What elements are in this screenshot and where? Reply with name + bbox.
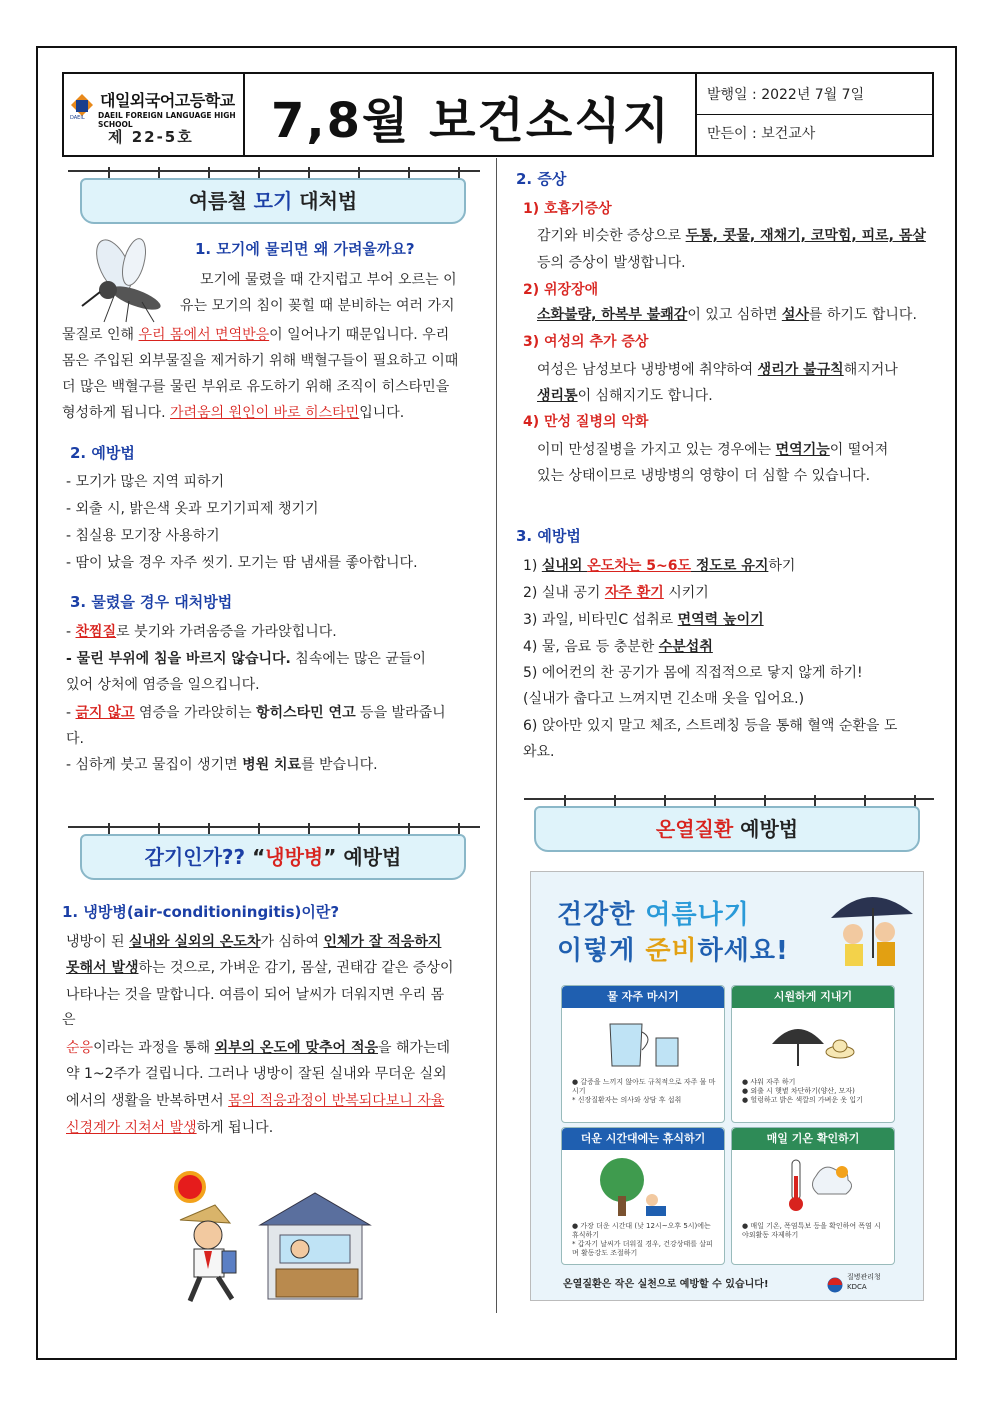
info-cell bbox=[697, 74, 932, 155]
banner-mosquito bbox=[68, 170, 480, 226]
banner-mosquito-pre: 여름철 bbox=[188, 189, 254, 213]
banner-aircon: 감기인가?? “냉방병” 예방법 bbox=[68, 826, 480, 882]
symptom-1-line1: 감기와 비슷한 증상으로 두통, 콧물, 재채기, 코막힘, 피로, 몸살 bbox=[537, 228, 926, 244]
umbrella-icon bbox=[768, 1014, 858, 1070]
prevention-item-3: - 침실용 모기장 사용하기 bbox=[66, 528, 220, 544]
bite-care-3: - 긁지 않고 염증을 가라앉히는 항히스타민 연고 등을 발라줍니 bbox=[66, 705, 446, 721]
mosquito-s1-line1: 모기에 물렸을 때 간지럽고 부어 오르는 이 bbox=[200, 272, 457, 288]
poster-card-temp-title: 매일 기온 확인하기 bbox=[732, 1128, 894, 1150]
banner-aircon-post: 예방법 bbox=[336, 845, 402, 869]
logo-small-text: DAEIL bbox=[70, 115, 85, 120]
symptom-3-title: 3) 여성의 추가 증상 bbox=[523, 334, 649, 350]
banner-heat-post: 예방법 bbox=[733, 817, 799, 841]
prevention-item-4: - 땀이 났을 경우 자주 씻기. 모기는 땀 냄새를 좋아합니다. bbox=[66, 555, 418, 571]
banner-aircon-pre: 감기인가?? bbox=[144, 845, 253, 869]
heat-walker-icon bbox=[180, 1205, 236, 1301]
column-divider bbox=[496, 158, 497, 1313]
issue-number: 제 22-5호 bbox=[108, 128, 194, 146]
author: 만든이 : 보건교사 bbox=[707, 126, 816, 142]
header-table bbox=[62, 72, 934, 157]
poster-title-2: 이렇게 준비하세요! bbox=[557, 936, 789, 966]
bite-care-3b: 다. bbox=[66, 731, 84, 747]
aircon-line4: 은 bbox=[62, 1012, 76, 1028]
mosquito-s1-line3: 물질로 인해 우리 몸에서 면역반응이 일어나기 때문입니다. 우리 bbox=[62, 327, 450, 343]
prevention-1: 1) 실내외 온도차는 5~6도 정도로 유지하기 bbox=[523, 558, 796, 574]
prevention-item-1: - 모기가 많은 지역 피하기 bbox=[66, 474, 225, 490]
prevention-title: 3. 예방법 bbox=[516, 527, 581, 545]
published-date: 발행일 : 2022년 7월 7일 bbox=[707, 87, 865, 103]
symptom-3-line2: 생리통이 심해지기도 합니다. bbox=[537, 388, 713, 404]
banner-mosquito-highlight: 모기 bbox=[253, 189, 293, 213]
poster-card-rest bbox=[561, 1127, 725, 1265]
bite-care-1: - 찬찜질로 붓기와 가려움증을 가라앉힙니다. bbox=[66, 624, 337, 640]
aircon-line5: 순응이라는 과정을 통해 외부의 온도에 맞추어 적응을 해가는데 bbox=[66, 1040, 451, 1056]
aircon-line6: 약 1~2주가 걸립니다. 그러나 냉방이 잘된 실내와 무더운 실외 bbox=[66, 1066, 447, 1082]
aircon-line8: 신경계가 지쳐서 발생하게 됩니다. bbox=[66, 1120, 274, 1136]
bite-care-2b: 있어 상처에 염증을 일으킵니다. bbox=[66, 677, 260, 693]
bite-care-4: - 심하게 붓고 물집이 생기면 병원 치료를 받습니다. bbox=[66, 757, 378, 773]
mosquito-s1-line6: 형성하게 됩니다. 가려움의 원인이 바로 히스타민입니다. bbox=[62, 405, 405, 421]
mosquito-s1-title: 1. 모기에 물리면 왜 가려울까요? bbox=[195, 240, 415, 258]
mosquito-s2-title: 2. 예방법 bbox=[70, 444, 135, 462]
poster-card-water-text: ● 갈증을 느끼지 않아도 규칙적으로 자주 물 마시기 * 신장질환자는 의사와 상담 후 섭취 bbox=[572, 1078, 716, 1104]
poster-card-water bbox=[561, 985, 725, 1123]
school-logo-icon bbox=[69, 92, 95, 120]
symptoms-title: 2. 증상 bbox=[516, 170, 567, 188]
banner-aircon-highlight: 냉방병 bbox=[265, 845, 324, 869]
house-icon bbox=[260, 1193, 370, 1299]
aircon-line3: 나타나는 것을 말합니다. 여름이 되어 날씨가 더워지면 우리 몸 bbox=[66, 987, 445, 1003]
poster-agency-en: KDCA bbox=[847, 1283, 867, 1291]
symptom-1-line2: 등의 증상이 발생합니다. bbox=[537, 255, 686, 271]
poster-footer-text: 온열질환은 작은 실천으로 예방할 수 있습니다! bbox=[563, 1279, 769, 1290]
mosquito-s1-line5: 더 많은 백혈구를 물린 부위로 유도하기 위해 조직이 히스타민을 bbox=[62, 379, 450, 395]
poster-card-rest-text: ● 가장 더운 시간대 (낮 12시~오후 5시)에는 휴식하기 * 갑자기 날씨가 더워질 경우, 건강상태를 살피며 활동강도 조절하기 bbox=[572, 1222, 713, 1257]
mosquito-icon bbox=[74, 236, 174, 324]
prevention-6: 6) 앉아만 있지 말고 체조, 스트레칭 등을 통해 혈액 순환을 도 bbox=[523, 718, 898, 734]
prevention-6b: 와요. bbox=[523, 744, 555, 760]
poster-card-temp-text: ● 매일 기온, 폭염특보 등을 확인하여 폭염 시 야외활동 자제하기 bbox=[742, 1222, 881, 1239]
poster-card-water-title: 물 자주 마시기 bbox=[562, 986, 724, 1008]
symptom-4-title: 4) 만성 질병의 악화 bbox=[523, 414, 649, 430]
poster-agency: 질병관리청 bbox=[847, 1273, 881, 1281]
sun-icon bbox=[176, 1173, 204, 1201]
aircon-line2: 못해서 발생하는 것으로, 가벼운 감기, 몸살, 권태감 같은 증상이 bbox=[66, 960, 454, 976]
poster-card-cool-title: 시원하게 지내기 bbox=[732, 986, 894, 1008]
water-jug-icon bbox=[600, 1014, 690, 1070]
prevention-item-2: - 외출 시, 밝은색 옷과 모기기피제 챙기기 bbox=[66, 501, 319, 517]
school-name-korean: 대일외국어고등학교 bbox=[100, 91, 235, 110]
banner-heat bbox=[524, 798, 934, 854]
poster-card-cool-text: ● 샤워 자주 하기 ● 외출 시 햇볕 차단하기(양산, 모자) ● 헐렁하고 밝은 색깔의 가벼운 옷 입기 bbox=[742, 1078, 863, 1104]
symptom-1-title: 1) 호흡기증상 bbox=[523, 201, 612, 217]
page-title: 7,8월 보건소식지 bbox=[271, 93, 671, 149]
mosquito-s1-line2: 유는 모기의 침이 꽂힐 때 분비하는 여러 가지 bbox=[180, 298, 455, 314]
heat-illustration bbox=[160, 1165, 380, 1305]
prevention-3: 3) 과일, 비타민C 섭취로 면역력 높이기 bbox=[523, 612, 764, 628]
banner-mosquito-post: 대처법 bbox=[292, 189, 358, 213]
thermometer-icon bbox=[772, 1156, 862, 1216]
logo-cell bbox=[64, 74, 245, 155]
prevention-5: 5) 에어컨의 찬 공기가 몸에 직접적으로 닿지 않게 하기! bbox=[523, 665, 863, 681]
prevention-5b: (실내가 춥다고 느껴지면 긴소매 옷을 입어요.) bbox=[523, 691, 805, 707]
poster-footer bbox=[531, 1270, 923, 1300]
prevention-2: 2) 실내 공기 자주 환기 시키기 bbox=[523, 585, 709, 601]
umbrella-kids-icon bbox=[821, 878, 917, 978]
symptom-2-line1: 소화불량, 하복부 불쾌감이 있고 심하면 설사를 하기도 합니다. bbox=[537, 307, 917, 323]
symptom-2-title: 2) 위장장애 bbox=[523, 282, 599, 298]
aircon-line1: 냉방이 된 실내와 실외의 온도차가 심하여 인체가 잘 적응하지 bbox=[66, 934, 442, 950]
symptom-3-line1: 여성은 남성보다 냉방병에 취약하여 생리가 불규칙해지거나 bbox=[537, 362, 898, 378]
kdca-logo-icon bbox=[827, 1277, 843, 1293]
bite-care-2: - 물린 부위에 침을 바르지 않습니다. 침속에는 많은 균들이 bbox=[66, 651, 426, 667]
banner-heat-highlight: 온열질환 bbox=[655, 817, 734, 841]
heat-poster bbox=[530, 871, 924, 1301]
poster-card-rest-title: 더운 시간대에는 휴식하기 bbox=[562, 1128, 724, 1150]
prevention-4: 4) 물, 음료 등 충분한 수분섭취 bbox=[523, 639, 713, 655]
school-name-english: DAEIL FOREIGN LANGUAGE HIGH SCHOOL bbox=[98, 111, 236, 129]
mosquito-s1-line4: 몸은 주입된 외부물질을 제거하기 위해 백혈구들이 필요하고 이때 bbox=[62, 353, 459, 369]
aircon-line7: 에서의 생활을 반복하면서 몸의 적응과정이 반복되다보니 자율 bbox=[66, 1093, 445, 1109]
tree-icon bbox=[592, 1156, 692, 1218]
aircon-s1-title: 1. 냉방병(air-conditioningitis)이란? bbox=[62, 903, 340, 921]
title-cell bbox=[245, 74, 697, 155]
poster-card-temp bbox=[731, 1127, 895, 1265]
poster-card-cool bbox=[731, 985, 895, 1123]
mosquito-s3-title: 3. 물렸을 경우 대처방법 bbox=[70, 593, 233, 611]
symptom-4-line1: 이미 만성질병을 가지고 있는 경우에는 면역기능이 떨어져 bbox=[537, 442, 889, 458]
poster-title-1: 건강한 여름나기 bbox=[557, 900, 750, 930]
symptom-4-line2: 있는 상태이므로 냉방병의 영향이 더 심할 수 있습니다. bbox=[537, 468, 871, 484]
